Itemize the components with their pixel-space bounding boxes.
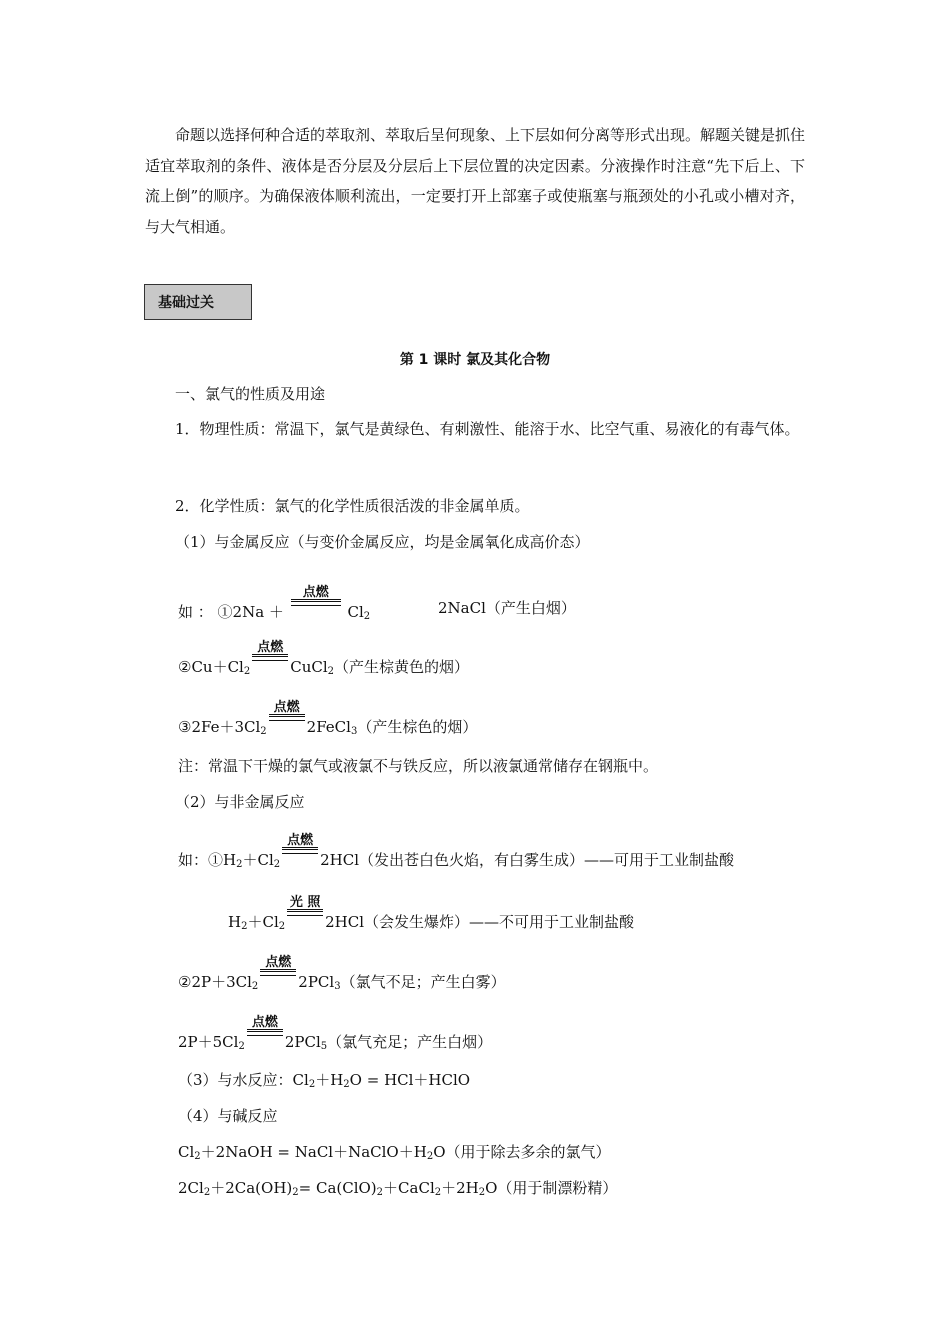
equation-cu: $②Cu+Cl_2$ 点燃 CuCl$_2$（产生棕黄色的烟） <box>178 640 470 677</box>
chemical-properties: 2．化学性质：氯气的化学性质很活泼的非金属单质。 <box>175 497 530 515</box>
reaction-condition-light: 光 照 <box>286 907 324 927</box>
equation-caoh2: $2Cl_2+2Ca(OH)_2=$ $Ca(ClO)_2+CaCl_2+2H_2O$（用于制漂粉精） <box>178 1179 618 1198</box>
section-box <box>144 284 252 320</box>
eq-na-product: 2NaCl（产生白烟） <box>438 599 576 617</box>
eq-na-prefix: 如 ： ①2Na ＋ <box>178 603 284 621</box>
reaction-condition-ignite: 点燃 <box>251 652 289 672</box>
reaction-condition-ignite: 点燃 <box>259 967 297 987</box>
reaction-condition-ignite: 点燃 <box>290 597 342 617</box>
equation-h2-ignite: 如：$①H_2+Cl_2$ 点燃 2HCl（发出苍白色火焰，有白雾生成）——可用于工业制盐酸 <box>178 833 735 870</box>
base-reaction-heading: （4）与碱反应 <box>178 1107 278 1125</box>
equation-naoh: $Cl_2+2NaOH$ = $NaCl+NaClO+H_2O$（用于除去多余的氯气） <box>178 1143 611 1162</box>
equation-h2-light: $H_2+Cl_2$ 光 照 2HCl（会发生爆炸）——不可用于工业制盐酸 <box>228 895 635 932</box>
reaction-condition-ignite: 点燃 <box>281 845 319 865</box>
heading-chlorine-properties: 一、氯气的性质及用途 <box>175 385 326 403</box>
equation-pcl5: $2P+5Cl_2$ 点燃 2PCl$_5$（氯气充足；产生白烟） <box>178 1015 493 1052</box>
section-box-label: 基础过关 <box>158 295 214 311</box>
note-iron: 注：常温下干燥的氯气或液氯不与铁反应，所以液氯通常储存在钢瓶中。 <box>178 757 659 775</box>
equation-na: 如 ： ①2Na ＋ 点燃 $Cl_2$ <box>178 585 371 622</box>
lesson-title: 第 1 课时 氯及其化合物 <box>399 352 551 368</box>
reaction-condition-ignite: 点燃 <box>268 712 306 732</box>
equation-fe: $③2Fe+3Cl_2$ 点燃 2FeCl$_3$（产生棕色的烟） <box>178 700 478 737</box>
equation-pcl3: $②2P+3Cl_2$ 点燃 2PCl$_3$（氯气不足；产生白雾） <box>178 955 506 992</box>
eq-na-reactant: Cl <box>347 603 364 621</box>
nonmetal-reaction-heading: （2）与非金属反应 <box>175 793 305 811</box>
water-reaction: （3）与水反应：$Cl_2+H_2O$ = HCl＋HClO <box>178 1071 471 1090</box>
reaction-condition-ignite: 点燃 <box>246 1027 284 1047</box>
intro-paragraph: 命题以选择何种合适的萃取剂、萃取后呈何现象、上下层如何分离等形式出现。解题关键是抓住适宜萃取剂的条件、液体是否分层及分层后上下层位置的决定因素。分液操作时注意“先下后上、下流上倒”的顺序。为确保液体顺利流出，一定要打开上部塞子或使瓶塞与瓶颈处的小孔或小槽对齐，与大气相通。 <box>145 126 806 236</box>
physical-properties: 1．物理性质：常温下，氯气是黄绿色、有刺激性、能溶于水、比空气重、易液化的有毒气体。 <box>175 420 800 438</box>
metal-reaction-heading: （1）与金属反应（与变价金属反应，均是金属氧化成高价态） <box>175 533 590 551</box>
